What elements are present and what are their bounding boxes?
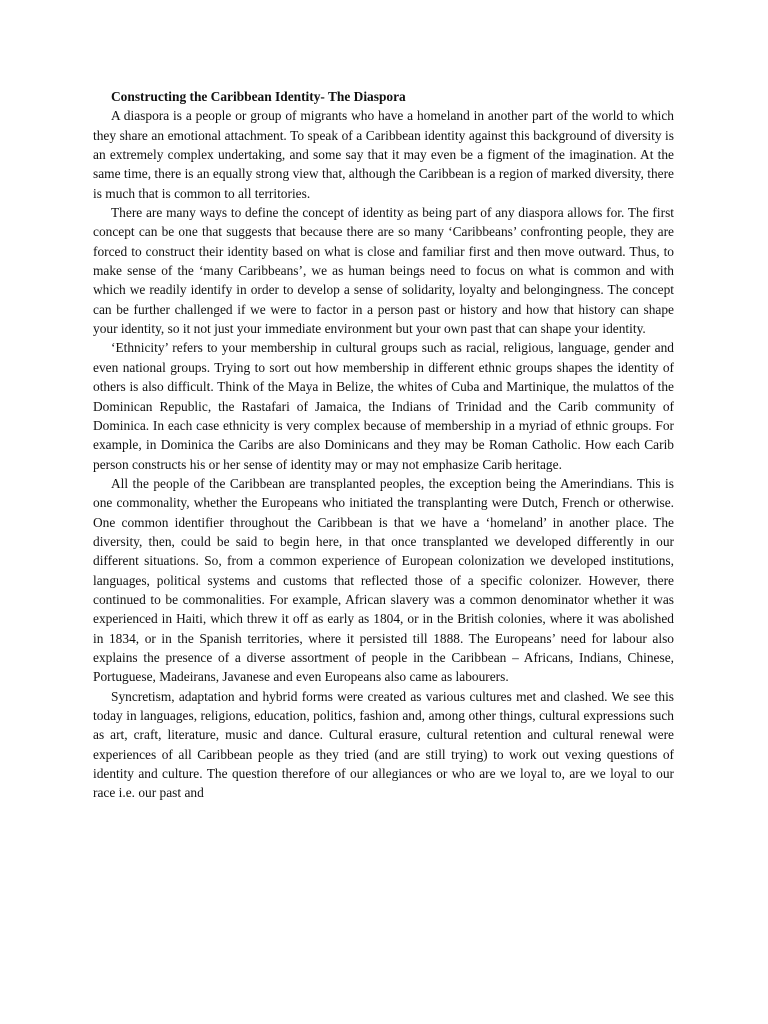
paragraph-syncretism: Syncretism, adaptation and hybrid forms were created as various cultures met and clashed. We see this today in languages, religions, education, politics, fashion and, among other things, cultural expressions such as art, craft, literature, music and dance. Cultural erasure, cultural retention and cultural renewal were experiences of all Caribbean people as they tried (and are still trying) to work out vexing questions of identity and culture. The question therefore of our allegiances or who are we loyal to, are we loyal to our race i.e. our past and (93, 688, 674, 801)
paragraph-transplanted-peoples: All the people of the Caribbean are transplanted peoples, the exception being the Amerindians. This is one commonality, whether the Europeans who initiated the transplanting were Dutch, French or otherwise. One common identifier throughout the Caribbean is that we have a ‘homeland’ in another place. The diversity, then, could be said to begin here, in that once transplanted we developed differently in our different situations. So, from a common experience of European colonization we developed institutions, languages, political systems and customs that reflected those of a specific colonizer. However, there continued to be commonalities. For example, African slavery was a common denominator whether it was experienced in Haiti, which threw it off as early as 1804, or in the British colonies, where it was abolished in 1834, or in the Spanish territories, where it persisted till 1888. The Europeans’ need for labour also explains the presence of a diverse assortment of people in the Caribbean – Africans, Indians, Chinese, Portuguese, Madeirans, Javanese and even Europeans also came as labourers. (93, 475, 674, 685)
paragraph-identity-concepts: There are many ways to define the concept of identity as being part of any diaspora allows for. The first concept can be one that suggests that because there are so many ‘Caribbeans’ confronting people, they are forced to construct their identity based on what is close and familiar first and then move outward. Thus, to make sense of the ‘many Caribbeans’, we as human beings need to focus on what is common and with which we readily identify in order to develop a sense of solidarity, loyalty and belongingness. The concept can be further challenged if we were to factor in a person past or history and how that history can shape your identity, so it not just your immediate environment but your own past that can shape your identity. (93, 205, 674, 337)
document-body (93, 87, 674, 803)
paragraph-ethnicity: ‘Ethnicity’ refers to your membership in cultural groups such as racial, religious, language, gender and even national groups. Trying to sort out how membership in different ethnic groups shapes the identity of others is also difficult. Think of the Maya in Belize, the whites of Cuba and Martinique, the mulattos of the Dominican Republic, the Rastafari of Jamaica, the Indians of Trinidad and the Carib community of Dominica. In each case ethnicity is very complex because of membership in a myriad of ethnic groups. For example, in Dominica the Caribs are also Dominicans and they may be Roman Catholic. How each Carib person constructs his or her sense of identity may or may not emphasize Carib heritage. (93, 340, 674, 472)
document-heading: Constructing the Caribbean Identity- The Diaspora (111, 89, 406, 104)
paragraph-diaspora-definition: A diaspora is a people or group of migrants who have a homeland in another part of the world to which they share an emotional attachment. To speak of a Caribbean identity against this background of diversity is an extremely complex undertaking, and some say that it may even be a figment of the imagination. At the same time, there is an equally strong view that, although the Caribbean is a region of marked diversity, there is much that is common to all territories. (93, 108, 674, 201)
